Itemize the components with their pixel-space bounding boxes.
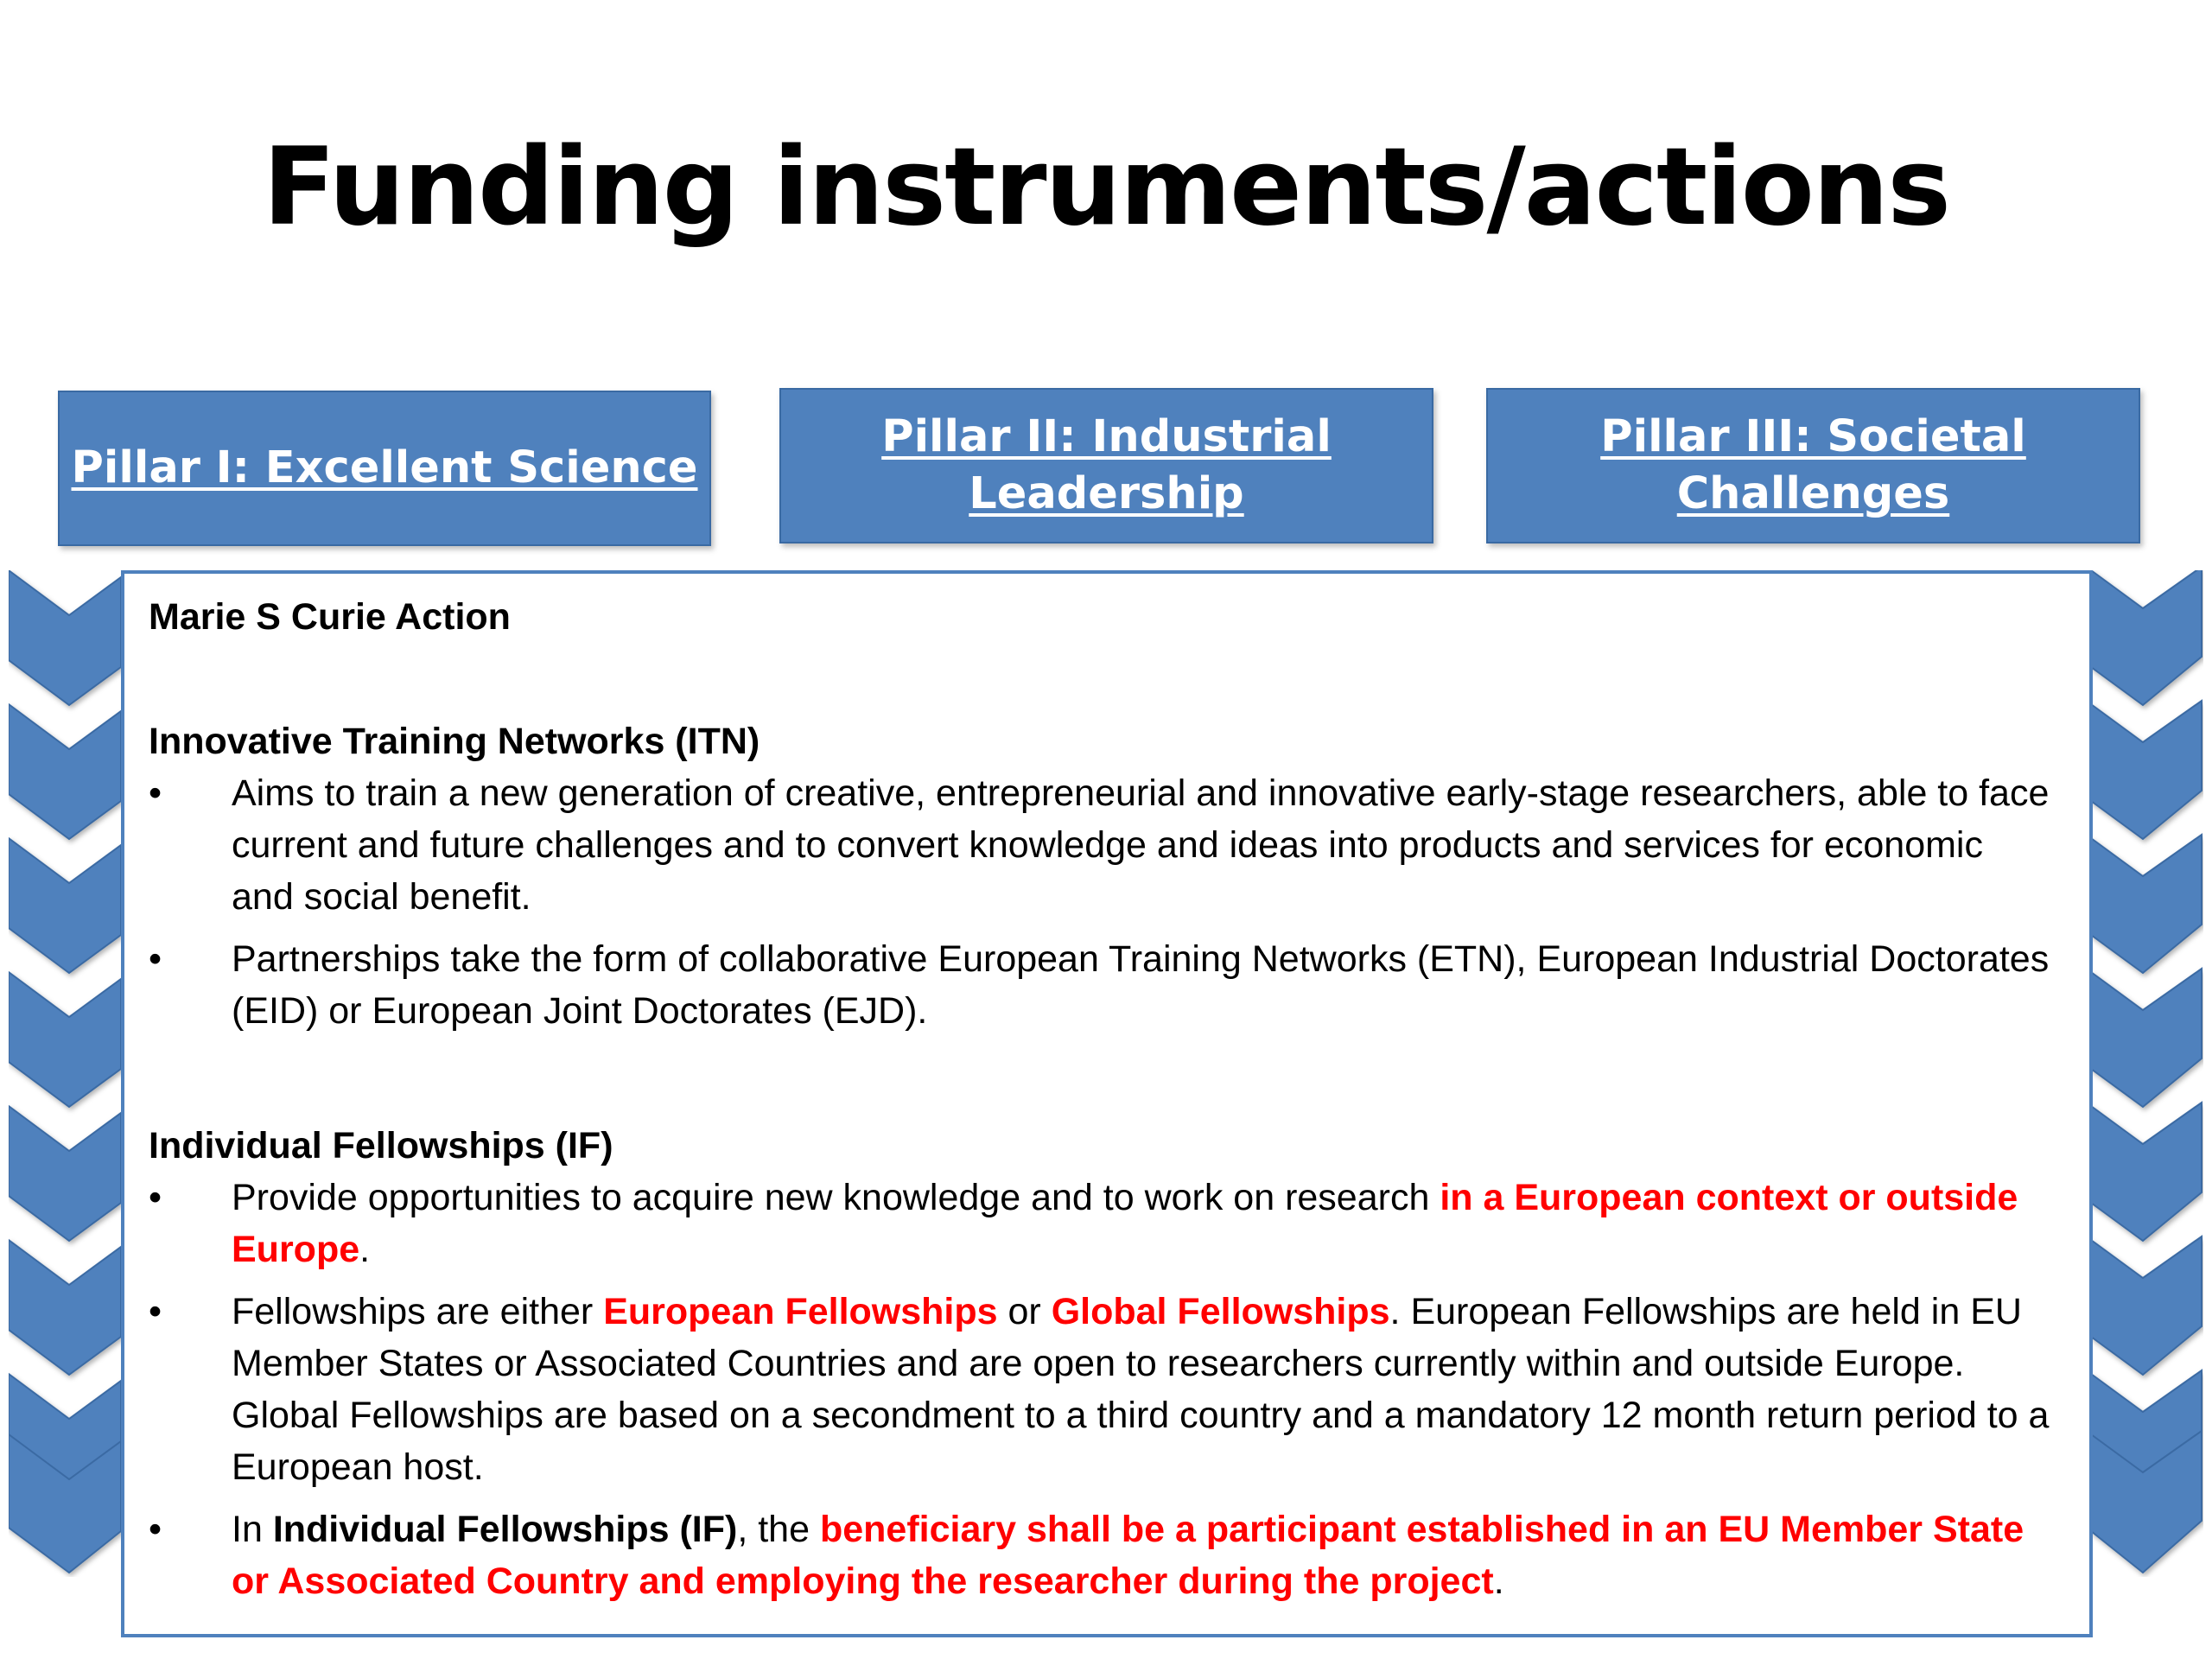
if-bullet-2-emphasis-1: European Fellowships <box>603 1291 998 1332</box>
pillar-2-label-line1: Pillar II: Industrial <box>881 411 1332 462</box>
bullet-marker: • <box>149 1291 162 1332</box>
if-bullet-3-end: . <box>1493 1560 1504 1602</box>
if-bullet-3-part1: In <box>232 1509 273 1550</box>
list-item <box>149 1503 2055 1607</box>
if-bullet-3-emphasis: beneficiary shall be a participant established in an EU Member State or Associated Country and employing the researcher during the project <box>232 1509 2024 1602</box>
if-heading: Individual Fellowships (IF) <box>149 1125 613 1166</box>
bullet-marker: • <box>149 772 162 814</box>
list-item <box>149 767 2055 923</box>
pillar-2-label <box>881 409 1332 523</box>
page-title: Funding instruments/actions <box>262 125 1950 250</box>
left-chevron-arrow-decoration <box>9 570 130 1577</box>
pillar-3-label-line2: Challenges <box>1676 468 1950 519</box>
if-bullet-2-part2: or <box>997 1291 1052 1332</box>
bullet-marker: • <box>149 938 162 980</box>
bullet-marker: • <box>149 1509 162 1550</box>
if-bullet-3-part2: , the <box>737 1509 820 1550</box>
pillar-excellent-science-link[interactable] <box>58 391 711 546</box>
if-bullet-2-emphasis-2: Global Fellowships <box>1051 1291 1390 1332</box>
pillar-industrial-leadership-link[interactable] <box>779 388 1433 543</box>
itn-bullet-list <box>149 767 2055 1037</box>
section-title: Marie S Curie Action <box>149 596 511 638</box>
list-item <box>149 1286 2055 1493</box>
itn-bullet-1-text: Aims to train a new generation of creative, entrepreneurial and innovative early-stage researchers, able to face current and future challenges and to convert knowledge and ideas into products and services for economic and social benefit. <box>232 772 2050 918</box>
itn-heading: Innovative Training Networks (ITN) <box>149 721 760 762</box>
pillar-3-label <box>1600 409 2026 523</box>
list-item <box>149 933 2055 1037</box>
list-item <box>149 1172 2055 1275</box>
pillar-1-label: Pillar I: Excellent Science <box>71 442 698 493</box>
bullet-marker: • <box>149 1177 162 1218</box>
pillar-2-label-line2: Leadership <box>969 468 1244 519</box>
if-bullet-2-part3: . European Fellowships are held in EU Member States or Associated Countries and are open to researchers currently within and outside Europe. Global Fellowships are based on a secondment to a third country and a mandatory 12 month return period to a European host. <box>232 1291 2050 1488</box>
pillar-societal-challenges-link[interactable] <box>1486 388 2140 543</box>
right-chevron-arrow-decoration <box>2082 570 2203 1577</box>
if-bullet-1-emphasis: in a European context or outside Europe <box>232 1177 2018 1270</box>
if-bullet-list <box>149 1172 2055 1607</box>
if-bullet-2-part1: Fellowships are either <box>232 1291 604 1332</box>
if-bullet-1-text: Provide opportunities to acquire new knowledge and to work on research <box>232 1177 1440 1218</box>
if-bullet-3-bold: Individual Fellowships (IF) <box>272 1509 738 1550</box>
if-bullet-1-end: . <box>359 1229 371 1270</box>
itn-bullet-2-text: Partnerships take the form of collaborative European Training Networks (ETN), European Industrial Doctorates (EID) or European Joint Doctorates (EJD). <box>232 938 2050 1032</box>
pillar-3-label-line1: Pillar III: Societal <box>1600 411 2026 462</box>
marie-curie-content-box <box>121 570 2093 1637</box>
